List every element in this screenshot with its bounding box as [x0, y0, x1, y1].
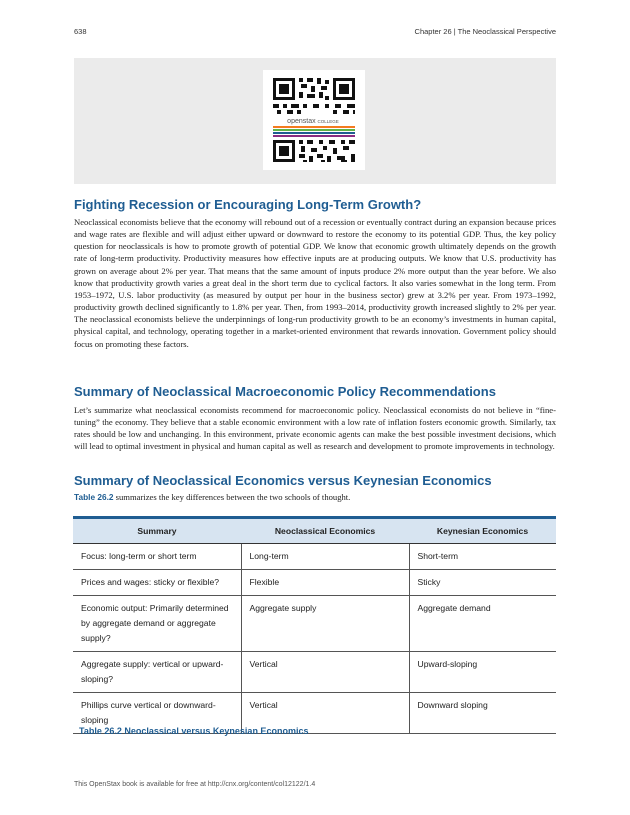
table-reference-link[interactable]: Table 26.2: [74, 492, 114, 502]
page-footer: This OpenStax book is available for free at http://cnx.org/content/col12122/1.4: [74, 781, 316, 788]
table-cell: Phillips curve vertical or downward-sloping: [73, 693, 241, 734]
qr-code-image: [263, 70, 365, 170]
table-cell: Long-term: [241, 544, 409, 570]
table-cell: Vertical: [241, 693, 409, 734]
table-header-cell: Keynesian Economics: [409, 518, 556, 544]
section-heading-policy: Summary of Neoclassical Macroeconomic Policy Recommendations: [74, 384, 496, 399]
table-row: [73, 544, 556, 570]
table-cell: Economic output: Primarily determined by aggregate demand or aggregate supply?: [73, 596, 241, 652]
table-cell: Prices and wages: sticky or flexible?: [73, 570, 241, 596]
table-cell: Flexible: [241, 570, 409, 596]
table-header-cell: Summary: [73, 518, 241, 544]
table-cell: Downward sloping: [409, 693, 556, 734]
table-cell: Sticky: [409, 570, 556, 596]
table-cell: Aggregate supply: vertical or upward-sloping?: [73, 652, 241, 693]
table-cell: Upward-sloping: [409, 652, 556, 693]
table-cell: Vertical: [241, 652, 409, 693]
table-intro: [74, 492, 350, 502]
section-heading-comparison: Summary of Neoclassical Economics versus Keynesian Economics: [74, 473, 492, 488]
section-paragraph-policy: Let’s summarize what neoclassical economists recommend for macroeconomic policy. Neoclassical economists do not believe in “fine-tuning” the economy. They believe that a stable economic environment with a low rate of inflation fosters economic growth. Similarly, tax rates should be low and unchanging. In this environment, private economic agents can make the best possible investment decisions, which will lead to optimal investment in physical and human capital as well as research and development to promote improvements in technology.: [74, 405, 556, 452]
table-row: [73, 596, 556, 652]
table-cell: Aggregate demand: [409, 596, 556, 652]
table-row: [73, 652, 556, 693]
table-cell: Aggregate supply: [241, 596, 409, 652]
table-header-cell: Neoclassical Economics: [241, 518, 409, 544]
section-paragraph-growth: Neoclassical economists believe that the economy will rebound out of a recession or eventually contract during an expansion because prices and wage rates are flexible and will adjust either upward or downward to restore the economy to its potential GDP. Thus, the key policy question for neoclassicals is how to promote growth of potential GDP. We know that economic growth ultimately depends on the growth rate of long-term productivity. Productivity measures how effective inputs are at producing outputs. We know that U.S. productivity has grown on average about 2% per year. That means that the same amount of inputs produce 2% more output than the year before. We also know that productivity growth varies a great deal in the short term due to cyclical factors. It also varies somewhat in the long term. From 1953–1972, U.S. labor productivity (as measured by output per hour in the business sector) grew at 3.2% per year. From 1973–1992, productivity growth declined significantly to 1.8% per year. Then, from 1993–2014, productivity growth increased slightly to 2% per year. The neoclassical economists believe the underpinnings of long-run productivity growth to be an economy’s investments in human capital, physical capital, and technology, operating together in a market-oriented environment that rewards innovation. Government policy should focus on promoting these factors.: [74, 217, 556, 349]
svg-text:openstax COLLEGE: [287, 118, 339, 125]
section-heading-growth: Fighting Recession or Encouraging Long-Term Growth?: [74, 197, 422, 212]
table-cell: Focus: long-term or short term: [73, 544, 241, 570]
table-cell: Short-term: [409, 544, 556, 570]
qr-logo-sub: COLLEGE: [317, 119, 339, 124]
comparison-table: [73, 516, 556, 734]
page-number: 638: [74, 27, 87, 36]
qr-logo-text: openstax: [287, 118, 316, 125]
qr-code-graphic: [263, 70, 365, 170]
openstax-logo-stripes: [273, 126, 355, 137]
table-intro-text: summarizes the key differences between the two schools of thought.: [113, 492, 351, 502]
running-header: Chapter 26 | The Neoclassical Perspective: [414, 27, 556, 36]
table-row: [73, 570, 556, 596]
table-header-row: [73, 518, 556, 544]
table-caption: Table 26.2 Neoclassical versus Keynesian Economics: [79, 726, 309, 736]
